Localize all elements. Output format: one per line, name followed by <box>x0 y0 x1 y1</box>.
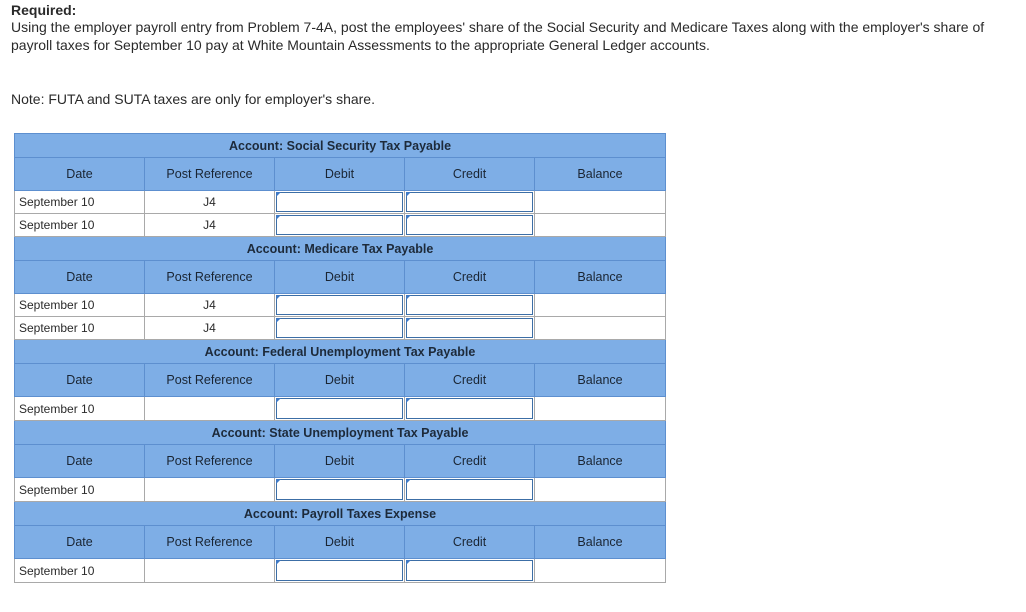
credit-cell <box>405 191 535 214</box>
required-heading: Required: <box>11 2 77 18</box>
row-date: September 10 <box>15 559 145 583</box>
balance-cell <box>535 191 666 214</box>
header-balance: Balance <box>535 364 666 397</box>
ledger-row <box>15 478 666 502</box>
credit-input[interactable] <box>406 215 533 235</box>
credit-cell <box>405 317 535 340</box>
account-title-row <box>15 134 666 158</box>
debit-input[interactable] <box>276 192 403 212</box>
column-header-row <box>15 364 666 397</box>
header-debit: Debit <box>275 364 405 397</box>
balance-cell <box>535 559 666 583</box>
header-post-reference: Post Reference <box>145 445 275 478</box>
row-date: September 10 <box>15 294 145 317</box>
account-title-row <box>15 502 666 526</box>
credit-cell <box>405 294 535 317</box>
row-post-reference <box>145 397 275 421</box>
header-date: Date <box>15 364 145 397</box>
credit-input[interactable] <box>406 295 533 315</box>
note-text: Note: FUTA and SUTA taxes are only for employer's share. <box>11 91 375 107</box>
row-post-reference <box>145 478 275 502</box>
ledger-row <box>15 397 666 421</box>
account-title-row <box>15 340 666 364</box>
header-credit: Credit <box>405 364 535 397</box>
credit-cell <box>405 559 535 583</box>
row-date: September 10 <box>15 478 145 502</box>
account-title: Account: State Unemployment Tax Payable <box>15 421 666 445</box>
debit-cell <box>275 478 405 502</box>
credit-cell <box>405 397 535 421</box>
row-post-reference: J4 <box>145 317 275 340</box>
header-post-reference: Post Reference <box>145 261 275 294</box>
credit-input[interactable] <box>406 192 533 212</box>
balance-cell <box>535 294 666 317</box>
header-credit: Credit <box>405 261 535 294</box>
ledger-row <box>15 559 666 583</box>
row-date: September 10 <box>15 191 145 214</box>
debit-input[interactable] <box>276 318 403 338</box>
credit-input[interactable] <box>406 398 533 419</box>
debit-input[interactable] <box>276 560 403 581</box>
credit-input[interactable] <box>406 479 533 500</box>
header-credit: Credit <box>405 445 535 478</box>
header-post-reference: Post Reference <box>145 364 275 397</box>
header-debit: Debit <box>275 158 405 191</box>
ledger-row <box>15 191 666 214</box>
account-title: Account: Medicare Tax Payable <box>15 237 666 261</box>
row-date: September 10 <box>15 397 145 421</box>
general-ledger-table <box>14 133 666 583</box>
column-header-row <box>15 158 666 191</box>
row-post-reference: J4 <box>145 191 275 214</box>
header-balance: Balance <box>535 526 666 559</box>
header-date: Date <box>15 158 145 191</box>
account-title-row <box>15 237 666 261</box>
column-header-row <box>15 261 666 294</box>
header-balance: Balance <box>535 158 666 191</box>
balance-cell <box>535 317 666 340</box>
header-post-reference: Post Reference <box>145 526 275 559</box>
row-post-reference: J4 <box>145 294 275 317</box>
header-date: Date <box>15 526 145 559</box>
column-header-row <box>15 445 666 478</box>
debit-cell <box>275 397 405 421</box>
debit-cell <box>275 214 405 237</box>
header-credit: Credit <box>405 158 535 191</box>
instruction-text: Using the employer payroll entry from Problem 7-4A, post the employees' share of the Social Security and Medicare Taxes along with the employer's share of payroll taxes for September 10 pay at White Mountain Assessments to the appropriate General Ledger accounts. <box>11 19 985 53</box>
credit-cell <box>405 478 535 502</box>
account-title: Account: Federal Unemployment Tax Payable <box>15 340 666 364</box>
ledger-row <box>15 317 666 340</box>
column-header-row <box>15 526 666 559</box>
header-date: Date <box>15 261 145 294</box>
ledger-row <box>15 294 666 317</box>
debit-input[interactable] <box>276 295 403 315</box>
account-title: Account: Payroll Taxes Expense <box>15 502 666 526</box>
header-post-reference: Post Reference <box>145 158 275 191</box>
credit-cell <box>405 214 535 237</box>
header-credit: Credit <box>405 526 535 559</box>
header-balance: Balance <box>535 261 666 294</box>
row-date: September 10 <box>15 214 145 237</box>
balance-cell <box>535 214 666 237</box>
debit-cell <box>275 191 405 214</box>
debit-cell <box>275 559 405 583</box>
header-debit: Debit <box>275 526 405 559</box>
row-date: September 10 <box>15 317 145 340</box>
account-title-row <box>15 421 666 445</box>
account-title: Account: Social Security Tax Payable <box>15 134 666 158</box>
header-balance: Balance <box>535 445 666 478</box>
debit-input[interactable] <box>276 215 403 235</box>
balance-cell <box>535 397 666 421</box>
row-post-reference: J4 <box>145 214 275 237</box>
debit-cell <box>275 294 405 317</box>
balance-cell <box>535 478 666 502</box>
header-debit: Debit <box>275 261 405 294</box>
row-post-reference <box>145 559 275 583</box>
debit-cell <box>275 317 405 340</box>
header-date: Date <box>15 445 145 478</box>
header-debit: Debit <box>275 445 405 478</box>
credit-input[interactable] <box>406 560 533 581</box>
credit-input[interactable] <box>406 318 533 338</box>
debit-input[interactable] <box>276 479 403 500</box>
ledger-row <box>15 214 666 237</box>
debit-input[interactable] <box>276 398 403 419</box>
